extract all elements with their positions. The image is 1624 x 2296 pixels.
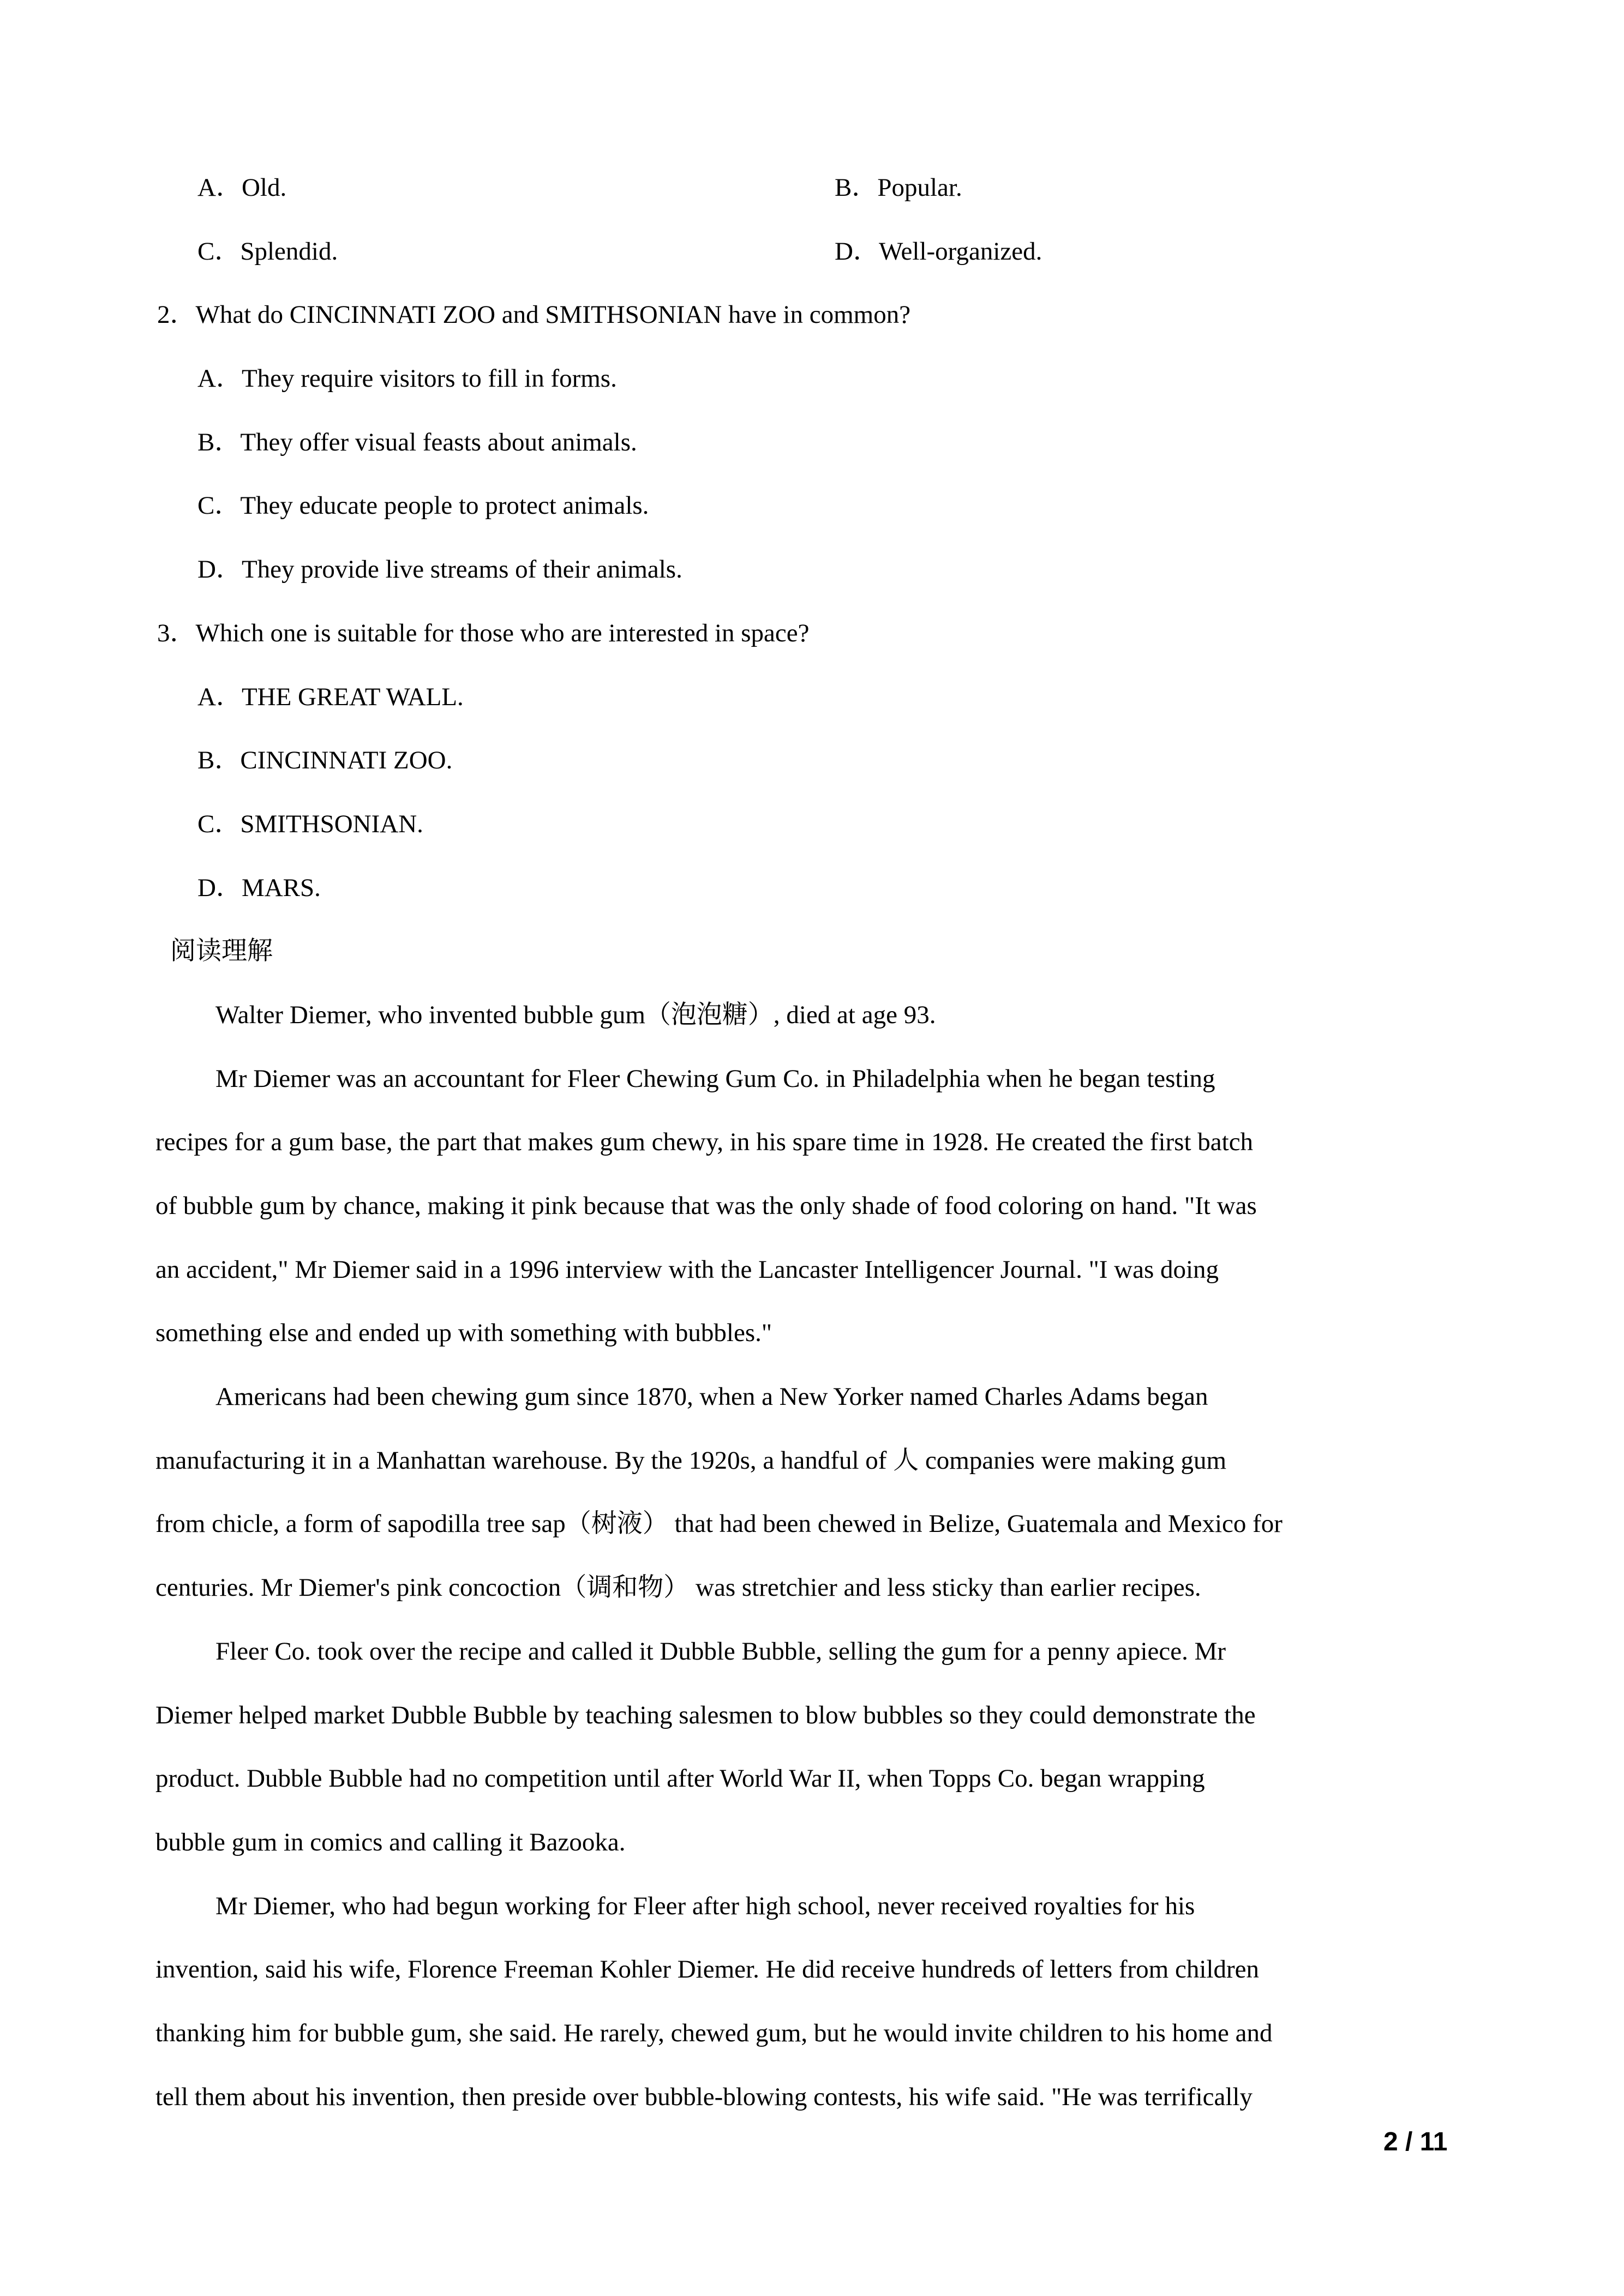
text-line-segment: C．Splendid. bbox=[197, 237, 338, 266]
text-line bbox=[0, 1556, 1624, 1620]
text-line-segment: Fleer Co. took over the recipe and called it Dubble Bubble, selling the gum for a penny apiece. Mr bbox=[215, 1637, 1226, 1666]
text-line-segment: 2．What do CINCINNATI ZOO and SMITHSONIAN have in common? bbox=[157, 300, 911, 329]
text-line bbox=[0, 1238, 1624, 1302]
text-line-segment: C．They educate people to protect animals. bbox=[197, 491, 649, 520]
text-line bbox=[0, 983, 1624, 1047]
text-line bbox=[0, 1110, 1624, 1174]
text-line-segment: bubble gum in comics and calling it Bazooka. bbox=[155, 1828, 626, 1856]
text-line-segment: invention, said his wife, Florence Freeman Kohler Diemer. He did receive hundreds of letters from children bbox=[155, 1955, 1259, 1984]
text-line-segment: centuries. Mr Diemer's pink concoction（调和物） was stretchier and less sticky than earlier recipes. bbox=[155, 1573, 1201, 1602]
text-line bbox=[0, 2065, 1624, 2129]
text-line bbox=[0, 220, 1624, 284]
text-line-segment: from chicle, a form of sapodilla tree sap（树液） that had been chewed in Belize, Guatemala and Mexico for bbox=[155, 1510, 1283, 1538]
text-line bbox=[0, 1747, 1624, 1811]
text-line bbox=[0, 1492, 1624, 1556]
text-line-segment: Americans had been chewing gum since 1870, when a New Yorker named Charles Adams began bbox=[215, 1383, 1208, 1411]
text-line bbox=[0, 1874, 1624, 1938]
text-line-segment: Mr Diemer was an accountant for Fleer Chewing Gum Co. in Philadelphia when he began testing bbox=[215, 1064, 1215, 1093]
document-lines bbox=[0, 156, 1624, 2129]
text-line-segment: 3．Which one is suitable for those who are interested in space? bbox=[157, 618, 810, 647]
text-line bbox=[0, 538, 1624, 602]
text-line bbox=[0, 474, 1624, 538]
text-line bbox=[0, 665, 1624, 729]
text-line bbox=[0, 1811, 1624, 1874]
text-line-segment: A．Old. bbox=[197, 173, 287, 202]
page-number: 2 / 11 bbox=[1383, 2127, 1448, 2156]
text-line-segment: Diemer helped market Dubble Bubble by teaching salesmen to blow bubbles so they could demonstrate the bbox=[155, 1700, 1256, 1729]
text-line bbox=[0, 602, 1624, 665]
text-line bbox=[0, 1174, 1624, 1238]
text-line-segment: A．THE GREAT WALL. bbox=[197, 682, 464, 711]
text-line-segment: D．They provide live streams of their animals. bbox=[197, 555, 682, 584]
text-line-segment: Walter Diemer, who invented bubble gum（泡泡糖）, died at age 93. bbox=[215, 1000, 936, 1029]
text-line-segment: B．They offer visual feasts about animals. bbox=[197, 428, 637, 456]
text-line bbox=[0, 1684, 1624, 1747]
text-line bbox=[0, 1620, 1624, 1684]
text-line-segment: B．CINCINNATI ZOO. bbox=[197, 746, 453, 775]
text-line-segment: thanking him for bubble gum, she said. He rarely, chewed gum, but he would invite children to his home and bbox=[155, 2018, 1273, 2047]
text-line bbox=[0, 1938, 1624, 2002]
text-line-segment: something else and ended up with something with bubbles." bbox=[155, 1319, 772, 1348]
text-line-segment: D．Well-organized. bbox=[835, 237, 1042, 266]
text-line bbox=[0, 792, 1624, 856]
text-line-segment: of bubble gum by chance, making it pink because that was the only shade of food coloring on hand. "It was bbox=[155, 1192, 1257, 1220]
text-line bbox=[0, 856, 1624, 920]
text-line bbox=[0, 1429, 1624, 1493]
text-line-segment: product. Dubble Bubble had no competition until after World War II, when Topps Co. began wrapping bbox=[155, 1764, 1205, 1793]
text-line-segment: manufacturing it in a Manhattan warehouse. By the 1920s, a handful of 人 companies were making gum bbox=[155, 1446, 1227, 1475]
text-line-segment: A．They require visitors to fill in forms. bbox=[197, 364, 617, 393]
text-line-segment: D．MARS. bbox=[197, 873, 321, 902]
text-line-segment: an accident," Mr Diemer said in a 1996 interview with the Lancaster Intelligencer Journal. "I was doing bbox=[155, 1255, 1219, 1284]
text-line bbox=[0, 919, 1624, 983]
text-line bbox=[0, 729, 1624, 792]
text-line-segment: Mr Diemer, who had begun working for Fleer after high school, never received royalties for his bbox=[215, 1891, 1195, 1920]
text-line bbox=[0, 411, 1624, 474]
text-line-segment: recipes for a gum base, the part that makes gum chewy, in his spare time in 1928. He created the first batch bbox=[155, 1128, 1254, 1157]
text-line-segment: tell them about his invention, then preside over bubble-blowing contests, his wife said. "He was terrifically bbox=[155, 2082, 1253, 2111]
text-line bbox=[0, 2002, 1624, 2065]
text-line bbox=[0, 1047, 1624, 1111]
text-line bbox=[0, 347, 1624, 411]
text-line-segment: C．SMITHSONIAN. bbox=[197, 809, 423, 838]
text-line-segment: B．Popular. bbox=[835, 173, 962, 202]
text-line bbox=[0, 156, 1624, 220]
text-line-segment: 阅读理解 bbox=[170, 937, 273, 966]
text-line bbox=[0, 1301, 1624, 1365]
text-line bbox=[0, 283, 1624, 347]
text-line bbox=[0, 1365, 1624, 1429]
